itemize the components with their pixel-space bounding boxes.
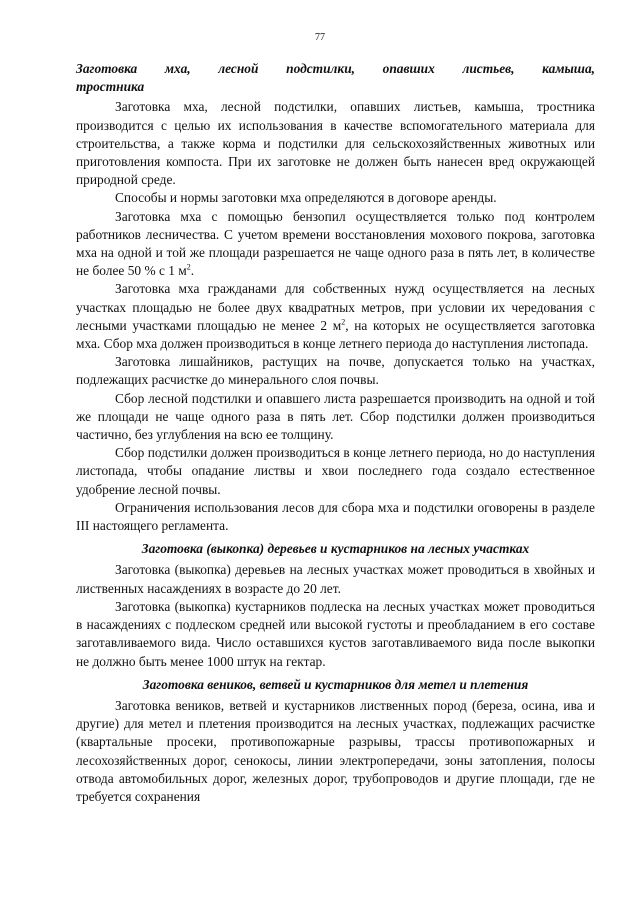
paragraph: Сбор лесной подстилки и опавшего листа разрешается производить на одной и той же площади не чаще одного раза в пять лет. Сбор подстилки должен производиться частично, без углубления на всю ее толщину.	[76, 390, 595, 443]
section-heading-brooms: Заготовка веников, ветвей и кустарников для метел и плетения	[142, 676, 529, 692]
page-number: 77	[315, 32, 325, 43]
superscript: 2	[186, 262, 191, 272]
paragraph	[76, 208, 595, 281]
section-brooms	[76, 676, 595, 806]
paragraph: Ограничения использования лесов для сбора мха и подстилки оговорены в разделе III настоящего регламента.	[76, 499, 595, 534]
section-moss	[76, 60, 595, 535]
paragraph: Заготовка (выкопка) деревьев на лесных участках может проводиться в хвойных и лиственных насаждениях в возрасте до 20 лет.	[76, 562, 595, 596]
superscript: 2	[341, 317, 346, 327]
section-heading-moss-line1: Заготовка мха, лесной подстилки, опавших листьев, камыша,	[76, 61, 595, 76]
paragraph: Способы и нормы заготовки мха определяются в договоре аренды.	[115, 190, 497, 206]
paragraph: Заготовка веников, ветвей и кустарников лиственных пород (береза, осина, ива и другие) для метел и плетения производится на лесных участках, подлежащих расчистке (квартальные просеки, противопожарные разрывы, трассы противопожарных и лесохозяйственных дорог, сенокосы, линии электропередачи, зоны затопления, полосы отвода автомобильных дорог, железных дорог, трубопроводов и другие площади, где не требуется сохранения	[76, 697, 595, 804]
paragraph: Заготовка мха, лесной подстилки, опавших листьев, камыша, тростника производится с целью их использования в качестве вспомогательного материала для строительства, а также корма и подстилки для сельскохозяйственных животных или приготовления компоста. При их заготовке не должен быть нанесен вред окружающей природной среде.	[76, 99, 595, 188]
paragraph: Заготовка лишайников, растущих на почве, допускается только на участках, подлежащих расчистке до минерального слоя почвы.	[76, 354, 595, 388]
section-heading-moss-line2: тростника	[76, 79, 145, 95]
paragraph: Заготовка (выкопка) кустарников подлеска на лесных участках может проводиться в насаждениях с подлеском средней или высокой густоты и преобладанием в его составе заготавливаемого вида. Число оставшихся кустов заготавливаемого вида после выкопки не должно быть менее 1000 штук на гектар.	[76, 598, 595, 669]
section-trees-shrubs	[76, 540, 595, 670]
paragraph-text: Заготовка мха с помощью бензопил осуществляется только под контролем работников лесничества. С учетом времени восстановления мохового покрова, заготовка мха на одной и той же площади разрешается не чаще одного раза в пять лет, в количестве не более 50 % с 1 м	[76, 208, 595, 279]
section-heading-trees: Заготовка (выкопка) деревьев и кустарников на лесных участках	[141, 541, 530, 557]
paragraph-tail: .	[190, 263, 195, 279]
paragraph: Сбор подстилки должен производиться в конце летнего периода, но до наступления листопада, чтобы опадание листвы и хвои последнего года создало естественное удобрение лесной почвы.	[76, 445, 595, 497]
paragraph-text: Заготовка мха гражданами для собственных нужд осуществляется на лесных участках площадью не более двух квадратных метров, при условии их чередования с лесными участками площадью не менее 2 м	[76, 281, 595, 333]
paragraph-tail: , на которых не осуществляется заготовка мха. Сбор мха должен производиться в конце летнего периода до наступления листопада.	[76, 317, 595, 352]
page-content	[76, 60, 595, 806]
paragraph	[76, 280, 595, 353]
